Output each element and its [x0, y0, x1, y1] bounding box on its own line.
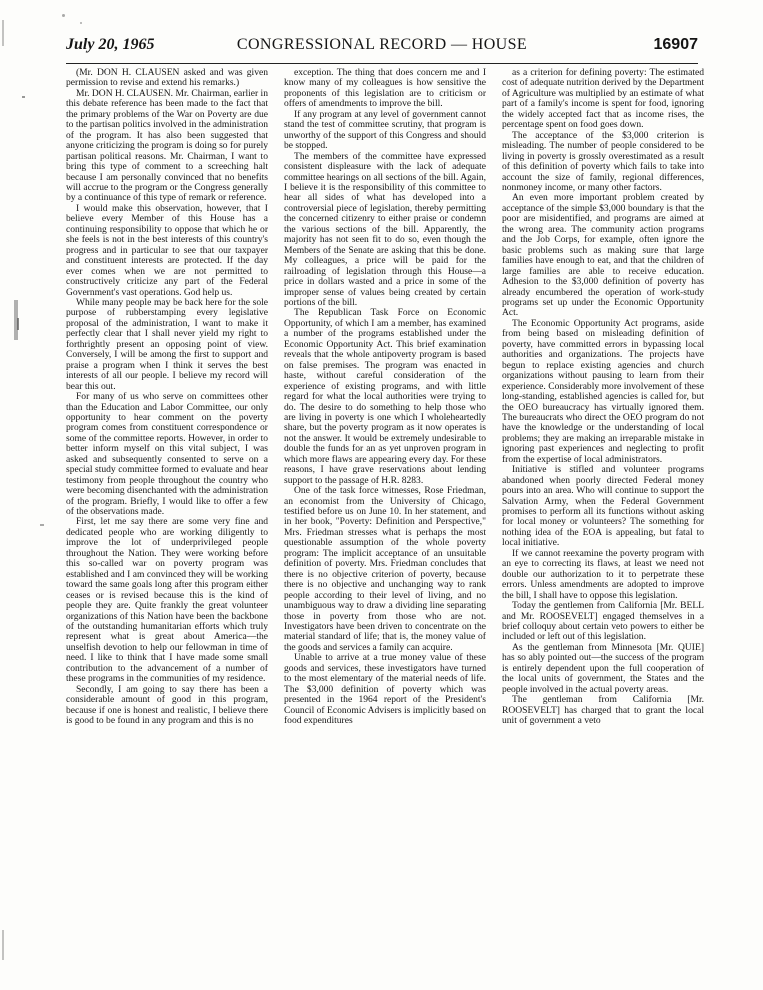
- paragraph: If any program at any level of government cannot stand the test of committee scrutiny, that program is unworthy of the support of this Congress and should be stopped.: [284, 108, 486, 152]
- scan-speckle: [22, 96, 25, 98]
- paragraph: Mr. DON H. CLAUSEN. Mr. Chairman, earlier in this debate reference has been made to the fact that the primary problems of the War on Poverty are due to the partisan politics involved in the administration of the program. It has also been suggested that anyone criticizing the program is doing so for purely partisan political reasons. Mr. Chairman, I want to bring this type of comment to a screeching halt because I am personally convinced that no benefits will accrue to the program or the Congress generally by a continuance of this type of remark or reference.: [66, 87, 268, 204]
- paragraph: As the gentleman from Minnesota [Mr. QUIE] has so ably pointed out—the success of the program is entirely dependent upon the full cooperation of the local units of government, the States and the people involved in the actual poverty areas.: [502, 641, 704, 695]
- paragraph: While many people may be back here for the sole purpose of rubberstamping every legislative proposal of the administration, I want to make it perfectly clear that I shall never yield my right to forthrightly present an opposing point of view. Conversely, I will be among the first to support and praise a program when I think it serves the best interests of all our people. I believe my record will bear this out.: [66, 296, 268, 392]
- paragraph: If we cannot reexamine the poverty program with an eye to correcting its flaws, at least we need not double our authorization to it to perpetrate these errors. Unless amendments are adopted to improve the bill, I shall have to oppose this legislation.: [502, 547, 704, 601]
- header-date: July 20, 1965: [66, 36, 155, 53]
- paragraph: Initiative is stifled and volunteer programs abandoned when poorly directed Federal money pours into an area. Who will continue to support the Salvation Army, when the Federal Government promises to perform all its functions without asking for local money or volunteers? The something for nothing idea of the EOA is appealing, but fatal to local initiative.: [502, 464, 704, 549]
- paragraph: An even more important problem created by acceptance of the simple $3,000 boundary is that the poor are misidentified, and programs are aimed at the wrong area. The community action programs and the Job Corps, for example, often ignore the basic problems such as making sure that large families have enough to eat, and that the children of large families are able to receive education. Adhesion to the $3,000 definition of poverty has already encumbered the operation of work-study programs set up under the Economic Opportunity Act.: [502, 192, 704, 319]
- paragraph: For many of us who serve on committees other than the Education and Labor Committee, our only opportunity to hear comment on the poverty program comes from constituent correspondence or some of the committee reports. However, in order to better inform myself on this vital subject, I was asked and subsequently consented to serve on a special study committee formed to evaluate and hear testimony from people throughout the country who were becoming disenchanted with the administration of the program. Briefly, I would like to offer a few of the observations made.: [66, 391, 268, 518]
- scan-speckle: [2, 930, 4, 960]
- paragraph: Today the gentlemen from California [Mr. BELL and Mr. ROOSEVELT] engaged themselves in a brief colloquy about certain veto powers to either be included or left out of this legislation.: [502, 600, 704, 643]
- text-column-3: [502, 68, 704, 980]
- text-column-1: [66, 68, 268, 980]
- scan-speckle: [17, 318, 19, 330]
- paragraph: First, let me say there are some very fine and dedicated people who are working diligently to improve the lot of underprivileged people throughout the Nation. They were working before this so-called war on poverty program was established and I am convinced they will be working toward the same goals long after this program either ceases or is revised because this is the kind of people they are. Quite frankly the great volunteer organizations of this Nation have been the backbone of the outstanding humanitarian efforts which truly represent what is great about America—the unselfish devotion to help our fellowman in time of need. I like to think that I have made some small contribution to the advancement of a number of these programs in the communities of my residence.: [66, 516, 268, 685]
- paragraph: exception. The thing that does concern me and I know many of my colleagues is how sensitive the proponents of this legislation are to criticism or offers of amendments to improve the bill.: [284, 68, 486, 110]
- text-column-2: [284, 68, 486, 980]
- paragraph: The Republican Task Force on Economic Opportunity, of which I am a member, has examined a number of the programs established under the Economic Opportunity Act. This brief examination reveals that the whole antipoverty program is based on false premises. The program was enacted in haste, without careful consideration of the experience of existing programs, and with little regard for what the local authorities were trying to do. The desire to do something to help those who are living in poverty is one which I wholeheartedly share, but the poverty program as it now operates is not the answer. It would be extremely undesirable to double the funds for an as yet unproven program in which more flaws are appearing every day. For these reasons, I have grave reservations about lending support to the passage of H.R. 8283.: [284, 307, 486, 486]
- paragraph: as a criterion for defining poverty: The estimated cost of adequate nutrition derived by the Department of Agriculture was multiplied by an estimate of what part of a family's income is spent for food, ignoring the widely accepted fact that as income rises, the percentage spent on food goes down.: [502, 68, 704, 131]
- paragraph: The Economic Opportunity Act programs, aside from being based on misleading definition of poverty, have committed errors in bypassing local authorities and organizations. The projects have begun to replace existing agencies and church organizations without pausing to learn from their experience. Considerably more involvement of these long-standing, established agencies is called for, but the OEO bureaucracy has virtually ignored them. The bureaucrats who direct the OEO program do not have the knowledge or the understanding of local problems; they are making an irreparable mistake in ignoring past experiences and neglecting to profit from the expertise of local administrators.: [502, 317, 704, 465]
- paragraph: The acceptance of the $3,000 criterion is misleading. The number of people considered to be living in poverty is grossly overestimated as a result of this definition of poverty which fails to take into account the size of family, regional differences, nonmoney income, or many other factors.: [502, 129, 704, 193]
- header-page-number: 16907: [653, 36, 698, 53]
- paragraph: Secondly, I am going to say there has been a considerable amount of good in this program, because if one is honest and realistic, I believe there is good to be found in any program and this is no: [66, 683, 268, 727]
- page-header: [66, 36, 698, 60]
- scan-speckle: [40, 524, 44, 526]
- scan-speckle: [62, 14, 65, 17]
- paragraph: The members of the committee have expressed consistent displeasure with the lack of adequate committee hearings on all sections of the bill. Again, I believe it is the responsibility of this committee to hear all sides of what has developed into a controversial piece of legislation, thereby permitting the concerned citizenry to either praise or condemn the various sections of the bill. Apparently, the majority has not seen fit to do so, even though the Members of the Senate are asking that this be done. My colleagues, a price will be paid for the railroading of legislation through this House—a price in dollars wasted and a price in some of the improper sense of values being created by certain portions of the bill.: [284, 150, 486, 308]
- paragraph: Unable to arrive at a true money value of these goods and services, these investigators have turned to the most elementary of the material needs of life. The $3,000 definition of poverty which was presented in the 1964 report of the President's Council of Economic Advisers is implicitly based on food expenditures: [284, 652, 486, 727]
- scan-speckle: [80, 22, 82, 24]
- paragraph: I would make this observation, however, that I believe every Member of this House has a continuing responsibility to oppose that which he or she feels is not in the best interests of this country's progress and in particular to see that our taxpayer and constituent interests are protected. If the day ever comes when we are not permitted to constructively criticize any part of the Federal Government's vast operations. God help us.: [66, 202, 268, 298]
- paragraph: One of the task force witnesses, Rose Friedman, an economist from the University of Chicago, testified before us on June 10. In her statement, and in her book, "Poverty: Definition and Perspective," Mrs. Friedman stresses what is perhaps the most questionable assumption of the whole poverty program: The implicit acceptance of an unsuitable definition of poverty. Mrs. Friedman concludes that there is no objective criterion of poverty, because there is no objective and unchanging way to rank people according to their level of living, and no unambiguous way to draw a dividing line separating those in poverty from those who are not. Investigators have been driven to concentrate on the material standard of life; that is, the money value of the goods and services a family can acquire.: [284, 485, 486, 653]
- paragraph: (Mr. DON H. CLAUSEN asked and was given permission to revise and extend his remarks.): [66, 68, 268, 89]
- header-title: CONGRESSIONAL RECORD — HOUSE: [236, 36, 528, 53]
- scan-speckle: [2, 20, 4, 46]
- header-rule: [66, 63, 698, 64]
- paragraph: The gentleman from California [Mr. ROOSEVELT] has charged that to grant the local unit of government a veto: [502, 694, 704, 727]
